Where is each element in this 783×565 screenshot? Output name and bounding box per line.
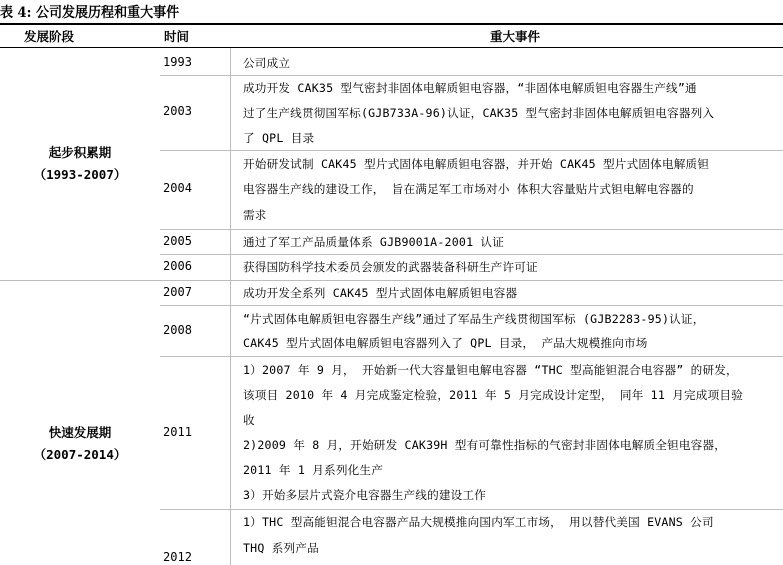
header-stage: 发展阶段 bbox=[24, 29, 75, 44]
year-cell: 2007 bbox=[163, 285, 192, 299]
event-line: 该项目 2010 年 4 月完成鉴定检验，2011 年 5 月完成设计定型， 同年 11 月完成项目验 bbox=[243, 388, 743, 402]
event-line: 1）2007 年 9 月， 开始新一代大容量钽电解电容器 “THC 型高能钽混合电容器” 的研发， bbox=[243, 363, 738, 377]
row-divider bbox=[160, 254, 783, 255]
stage-range: （2007-2014） bbox=[33, 447, 127, 462]
row-divider bbox=[0, 280, 783, 281]
stage-label bbox=[0, 422, 160, 466]
year-cell: 2005 bbox=[163, 234, 192, 248]
row-divider bbox=[160, 229, 783, 230]
year-cell: 2004 bbox=[163, 181, 192, 195]
stage-name: 起步积累期 bbox=[48, 145, 112, 160]
row-divider bbox=[160, 75, 783, 76]
column-divider bbox=[230, 48, 231, 565]
stage-label bbox=[0, 142, 160, 186]
row-divider bbox=[160, 150, 783, 151]
event-line: 成功开发 CAK35 型气密封非固体电解质钽电容器，“非固体电解质钽电容器生产线”通 bbox=[243, 81, 697, 95]
event-line: 开始研发试制 CAK45 型片式固体电解质钽电容器，并开始 CAK45 型片式固体电解质钽 bbox=[243, 157, 710, 171]
event-line: 1）THC 型高能钽混合电容器产品大规模推向国内军工市场， 用以替代美国 EVANS 公司 bbox=[243, 515, 714, 529]
year-cell: 2012 bbox=[163, 550, 192, 564]
event-line: 2)2009 年 8 月，开始研发 CAK39H 型有可靠性指标的气密封非固体电解质全钽电容器， bbox=[243, 438, 727, 452]
event-line: CAK45 型片式固体电解质钽电容器列入了 QPL 目录， 产品大规模推向市场 bbox=[243, 336, 648, 350]
row-divider bbox=[160, 305, 783, 306]
year-cell: 2006 bbox=[163, 259, 192, 273]
top-rule bbox=[0, 23, 783, 25]
header-rule bbox=[0, 47, 783, 48]
table-caption: 表 4: 公司发展历程和重大事件 bbox=[0, 5, 180, 21]
header-event: 重大事件 bbox=[490, 29, 541, 44]
year-cell: 2008 bbox=[163, 323, 192, 337]
row-divider bbox=[160, 356, 783, 357]
event-line: 电容器生产线的建设工作， 旨在满足军工市场对小 体积大容量贴片式钽电解电容器的 bbox=[243, 182, 694, 196]
event-line: 过了生产线贯彻国军标(GJB733A-96)认证，CAK35 型气密封非固体电解质钽电容器列入 bbox=[243, 106, 715, 120]
event-line: “片式固体电解质钽电容器生产线”通过了军品生产线贯彻国军标 (GJB2283-95)认证， bbox=[243, 312, 705, 326]
year-cell: 2011 bbox=[163, 425, 192, 439]
event-line: 通过了军工产品质量体系 GJB9001A-2001 认证 bbox=[243, 235, 505, 249]
year-cell: 2003 bbox=[163, 104, 192, 118]
row-divider bbox=[160, 509, 783, 510]
event-line: 公司成立 bbox=[243, 56, 291, 70]
event-line: 3）开始多层片式瓷介电容器生产线的建设工作 bbox=[243, 488, 487, 502]
stage-range: （1993-2007） bbox=[33, 167, 127, 182]
event-line: THQ 系列产品 bbox=[243, 541, 319, 555]
stage-name: 快速发展期 bbox=[48, 425, 112, 440]
year-cell: 1993 bbox=[163, 55, 192, 69]
event-line: 需求 bbox=[243, 208, 267, 222]
event-line: 成功开发全系列 CAK45 型片式固体电解质钽电容器 bbox=[243, 286, 518, 300]
event-line: 了 QPL 目录 bbox=[243, 131, 315, 145]
header-time: 时间 bbox=[164, 29, 190, 44]
event-line: 2011 年 1 月系列化生产 bbox=[243, 463, 383, 477]
event-line: 收 bbox=[243, 413, 255, 427]
event-line: 获得国防科学技术委员会颁发的武器装备科研生产许可证 bbox=[243, 260, 538, 274]
